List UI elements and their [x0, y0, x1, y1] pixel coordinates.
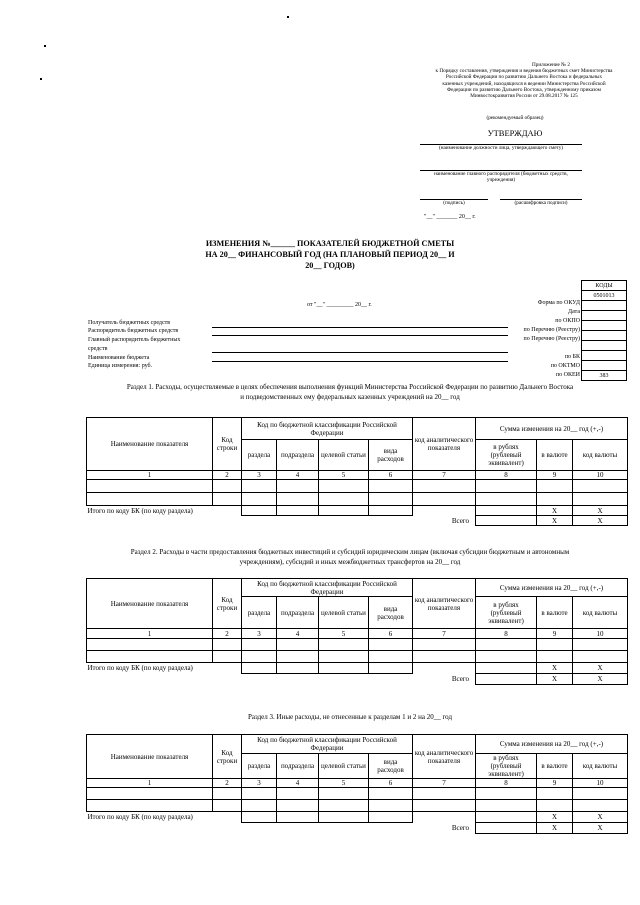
main-manager-label-2: средств — [88, 346, 108, 352]
total-label: Всего — [451, 516, 470, 525]
manager-line-2 — [212, 335, 508, 336]
codes-header: КОДЫ — [582, 281, 627, 291]
header-indicator-name: Наименование показателя — [87, 418, 213, 471]
col-num: 4 — [277, 779, 319, 788]
section-3-title — [80, 712, 620, 722]
code-value: 0501013 — [582, 291, 627, 301]
appendix-line: казенных учреждений, находящихся в ведении Министерства Российской — [442, 80, 606, 87]
header-target-item: целевой статьи — [319, 597, 369, 629]
scan-speck — [44, 45, 46, 47]
approval-title: УТВЕРЖДАЮ — [487, 128, 543, 138]
section-1-title — [80, 382, 620, 402]
budget-line — [212, 361, 508, 362]
col-num: 3 — [242, 629, 277, 639]
col-num: 5 — [319, 779, 369, 788]
header-change-sum: Сумма изменения на 20__ год (+,-) — [476, 735, 628, 754]
header-bk-code: Код по бюджетной классификации Российской Федерации — [242, 735, 413, 754]
code-value — [582, 321, 627, 331]
header-target-item: целевой статьи — [319, 440, 369, 471]
code-label: по Перечню (Реестру) — [523, 336, 580, 342]
code-value — [582, 301, 627, 311]
col-num: 7 — [413, 779, 476, 788]
section-title-line: учреждениям), субсидий и иных межбюджетных трансфертов на 20__ год — [239, 558, 461, 566]
x-mark: X — [537, 516, 573, 526]
table-row — [87, 480, 628, 493]
x-mark: X — [573, 823, 628, 834]
header-subsection: подраздела — [277, 440, 319, 471]
appendix-line: Российской Федерации по развитию Дальнего Востока и федеральных — [445, 74, 603, 81]
header-in-currency: в валюте — [537, 440, 573, 471]
unit-label: Единица измерения: руб. — [88, 363, 153, 369]
header-in-currency: в валюте — [537, 597, 573, 629]
section-title-line: и подведомственных ему федеральных казенных учреждений на 20__ год — [240, 393, 460, 401]
main-manager-label: Главный распорядитель бюджетных — [88, 337, 181, 343]
total-by-bk-label: Итого по коду БК (по коду раздела) — [87, 506, 193, 515]
header-subsection: подраздела — [277, 597, 319, 629]
header-section: раздела — [242, 754, 277, 779]
manager-caption: наименование главного распорядителя (бюджетных средств, учреждения) — [434, 171, 568, 184]
table-row — [87, 493, 628, 506]
table-row — [87, 788, 628, 800]
section-title-line: Раздел 1. Расходы, осуществляемые в целях обеспечения выполнения функций Министерства Российской Федерации по развитию Дальнего Востока — [126, 383, 574, 391]
col-num: 9 — [537, 629, 573, 639]
col-num: 4 — [277, 471, 319, 480]
code-label: по ОКТМО — [550, 363, 580, 369]
appendix-note — [418, 62, 630, 99]
x-mark: X — [573, 812, 628, 823]
header-section: раздела — [242, 440, 277, 471]
code-label: по Перечню (Реестру) — [523, 327, 580, 333]
header-in-rubles: в рублях (рублевый эквивалент) — [476, 440, 537, 471]
x-mark: X — [537, 823, 573, 834]
col-num: 6 — [369, 471, 413, 480]
title-line: ИЗМЕНЕНИЯ №______ ПОКАЗАТЕЛЕЙ БЮДЖЕТНОЙ СМЕТЫ — [205, 239, 455, 248]
header-in-rubles: в рублях (рублевый эквивалент) — [476, 754, 537, 779]
header-subsection: подраздела — [277, 754, 319, 779]
col-num: 5 — [319, 629, 369, 639]
code-label: Форма по ОКУД — [537, 300, 580, 306]
x-mark: X — [537, 812, 573, 823]
table-row — [87, 651, 628, 663]
header-analytic-code: код аналитического показателя — [413, 418, 476, 471]
manager-label: Распорядитель бюджетных средств — [88, 328, 179, 334]
section-1-table — [86, 417, 628, 526]
section-title-line: Раздел 3. Иные расходы, не отнесенные к разделам 1 и 2 на 20__ год — [247, 713, 453, 721]
title-line: НА 20__ ФИНАНСОВЫЙ ГОД (НА ПЛАНОВЫЙ ПЕРИОД 20__ И — [205, 250, 455, 259]
header-analytic-code: код аналитического показателя — [413, 735, 476, 779]
code-value: 383 — [582, 371, 627, 381]
recipient-line — [212, 327, 508, 328]
x-mark: X — [537, 663, 573, 674]
code-value — [582, 331, 627, 341]
col-num: 8 — [476, 629, 537, 639]
x-mark: X — [573, 516, 628, 526]
signature-caption: (подпись) — [443, 200, 465, 206]
code-value — [582, 351, 627, 361]
appendix-line: Приложение № 2 — [532, 62, 570, 68]
section-title-line: Раздел 2. Расходы в части предоставления бюджетных инвестиций и субсидий юридическим лицам (включая субсидии бюджетным и автономным — [130, 548, 570, 556]
col-num: 9 — [537, 779, 573, 788]
col-num: 6 — [369, 779, 413, 788]
total-label: Всего — [451, 675, 470, 683]
header-currency-code: код валюты — [573, 440, 628, 471]
code-value — [582, 361, 627, 371]
header-expense-type: вида расходов — [369, 597, 413, 629]
col-num: 10 — [573, 629, 628, 639]
header-in-currency: в валюте — [537, 754, 573, 779]
x-mark: X — [573, 506, 628, 516]
total-by-bk-label: Итого по коду БК (по коду раздела) — [87, 664, 193, 673]
appendix-line: Федерации по развитию Дальнего Востока, утвержденному приказом — [447, 86, 601, 93]
header-change-sum: Сумма изменения на 20__ год (+,-) — [476, 579, 628, 597]
appendix-line: к Порядку составления, утверждения и ведения бюджетных смет Министерства — [435, 68, 613, 75]
col-num: 10 — [573, 471, 628, 480]
header-currency-code: код валюты — [573, 754, 628, 779]
header-section: раздела — [242, 597, 277, 629]
table-row — [87, 639, 628, 651]
header-currency-code: код валюты — [573, 597, 628, 629]
col-num: 1 — [87, 779, 213, 788]
col-num: 1 — [87, 629, 213, 639]
col-num: 2 — [213, 629, 242, 639]
document-date: от "__" _________ 20__ г. — [307, 302, 372, 308]
header-target-item: целевой статьи — [319, 754, 369, 779]
x-mark: X — [537, 506, 573, 516]
appendix-line: Минвостокразвития России от 29.08.2017 № 125 — [470, 93, 578, 100]
section-2-title — [80, 547, 620, 567]
section-3-table — [86, 734, 628, 834]
recipient-label: Получатель бюджетных средств — [88, 320, 171, 326]
col-num: 2 — [213, 779, 242, 788]
table-row — [87, 800, 628, 812]
col-num: 3 — [242, 779, 277, 788]
section-2-table — [86, 578, 628, 685]
total-label: Всего — [451, 824, 470, 832]
header-bk-code: Код по бюджетной классификации Российской Федерации — [242, 579, 413, 597]
col-num: 9 — [537, 471, 573, 480]
col-num: 2 — [213, 471, 242, 480]
col-num: 5 — [319, 471, 369, 480]
col-num: 4 — [277, 629, 319, 639]
header-row-code: Код строки — [213, 735, 242, 779]
code-label: по ОКПО — [555, 318, 580, 324]
header-indicator-name: Наименование показателя — [87, 735, 213, 779]
col-num: 8 — [476, 779, 537, 788]
code-value — [582, 341, 627, 351]
col-num: 7 — [413, 629, 476, 639]
document-title — [200, 238, 460, 271]
header-indicator-name: Наименование показателя — [87, 579, 213, 629]
scan-speck — [287, 16, 289, 18]
header-in-rubles: в рублях (рублевый эквивалент) — [476, 597, 537, 629]
budget-name-label: Наименование бюджета — [88, 355, 150, 361]
position-caption: (наименование должности лица, утверждающего смету) — [438, 145, 564, 151]
sample-note: (рекомендуемый образец) — [486, 115, 544, 121]
header-analytic-code: код аналитического показателя — [413, 579, 476, 629]
main-manager-line — [212, 352, 508, 353]
header-row-code: Код строки — [213, 579, 242, 629]
decoding-caption: (расшифровка подписи) — [514, 200, 568, 206]
code-label: по ОКЕИ — [555, 372, 580, 378]
header-bk-code: Код по бюджетной классификации Российской Федерации — [242, 418, 413, 440]
x-mark: X — [573, 663, 628, 674]
header-expense-type: вида расходов — [369, 754, 413, 779]
code-value — [582, 311, 627, 321]
col-num: 6 — [369, 629, 413, 639]
col-num: 8 — [476, 471, 537, 480]
approval-date: "__" _______ 20__ г. — [424, 214, 476, 220]
x-mark: X — [537, 674, 573, 685]
code-label: по БК — [564, 354, 580, 360]
header-change-sum: Сумма изменения на 20__ год (+,-) — [476, 418, 628, 440]
col-num: 7 — [413, 471, 476, 480]
codes-table — [581, 280, 627, 381]
code-label: Дата — [568, 309, 580, 315]
col-num: 10 — [573, 779, 628, 788]
scan-speck — [40, 78, 42, 80]
header-row-code: Код строки — [213, 418, 242, 471]
header-expense-type: вида расходов — [369, 440, 413, 471]
title-line: 20__ ГОДОВ) — [305, 261, 355, 270]
x-mark: X — [573, 674, 628, 685]
col-num: 3 — [242, 471, 277, 480]
total-by-bk-label: Итого по коду БК (по коду раздела) — [87, 813, 193, 822]
col-num: 1 — [87, 471, 213, 480]
